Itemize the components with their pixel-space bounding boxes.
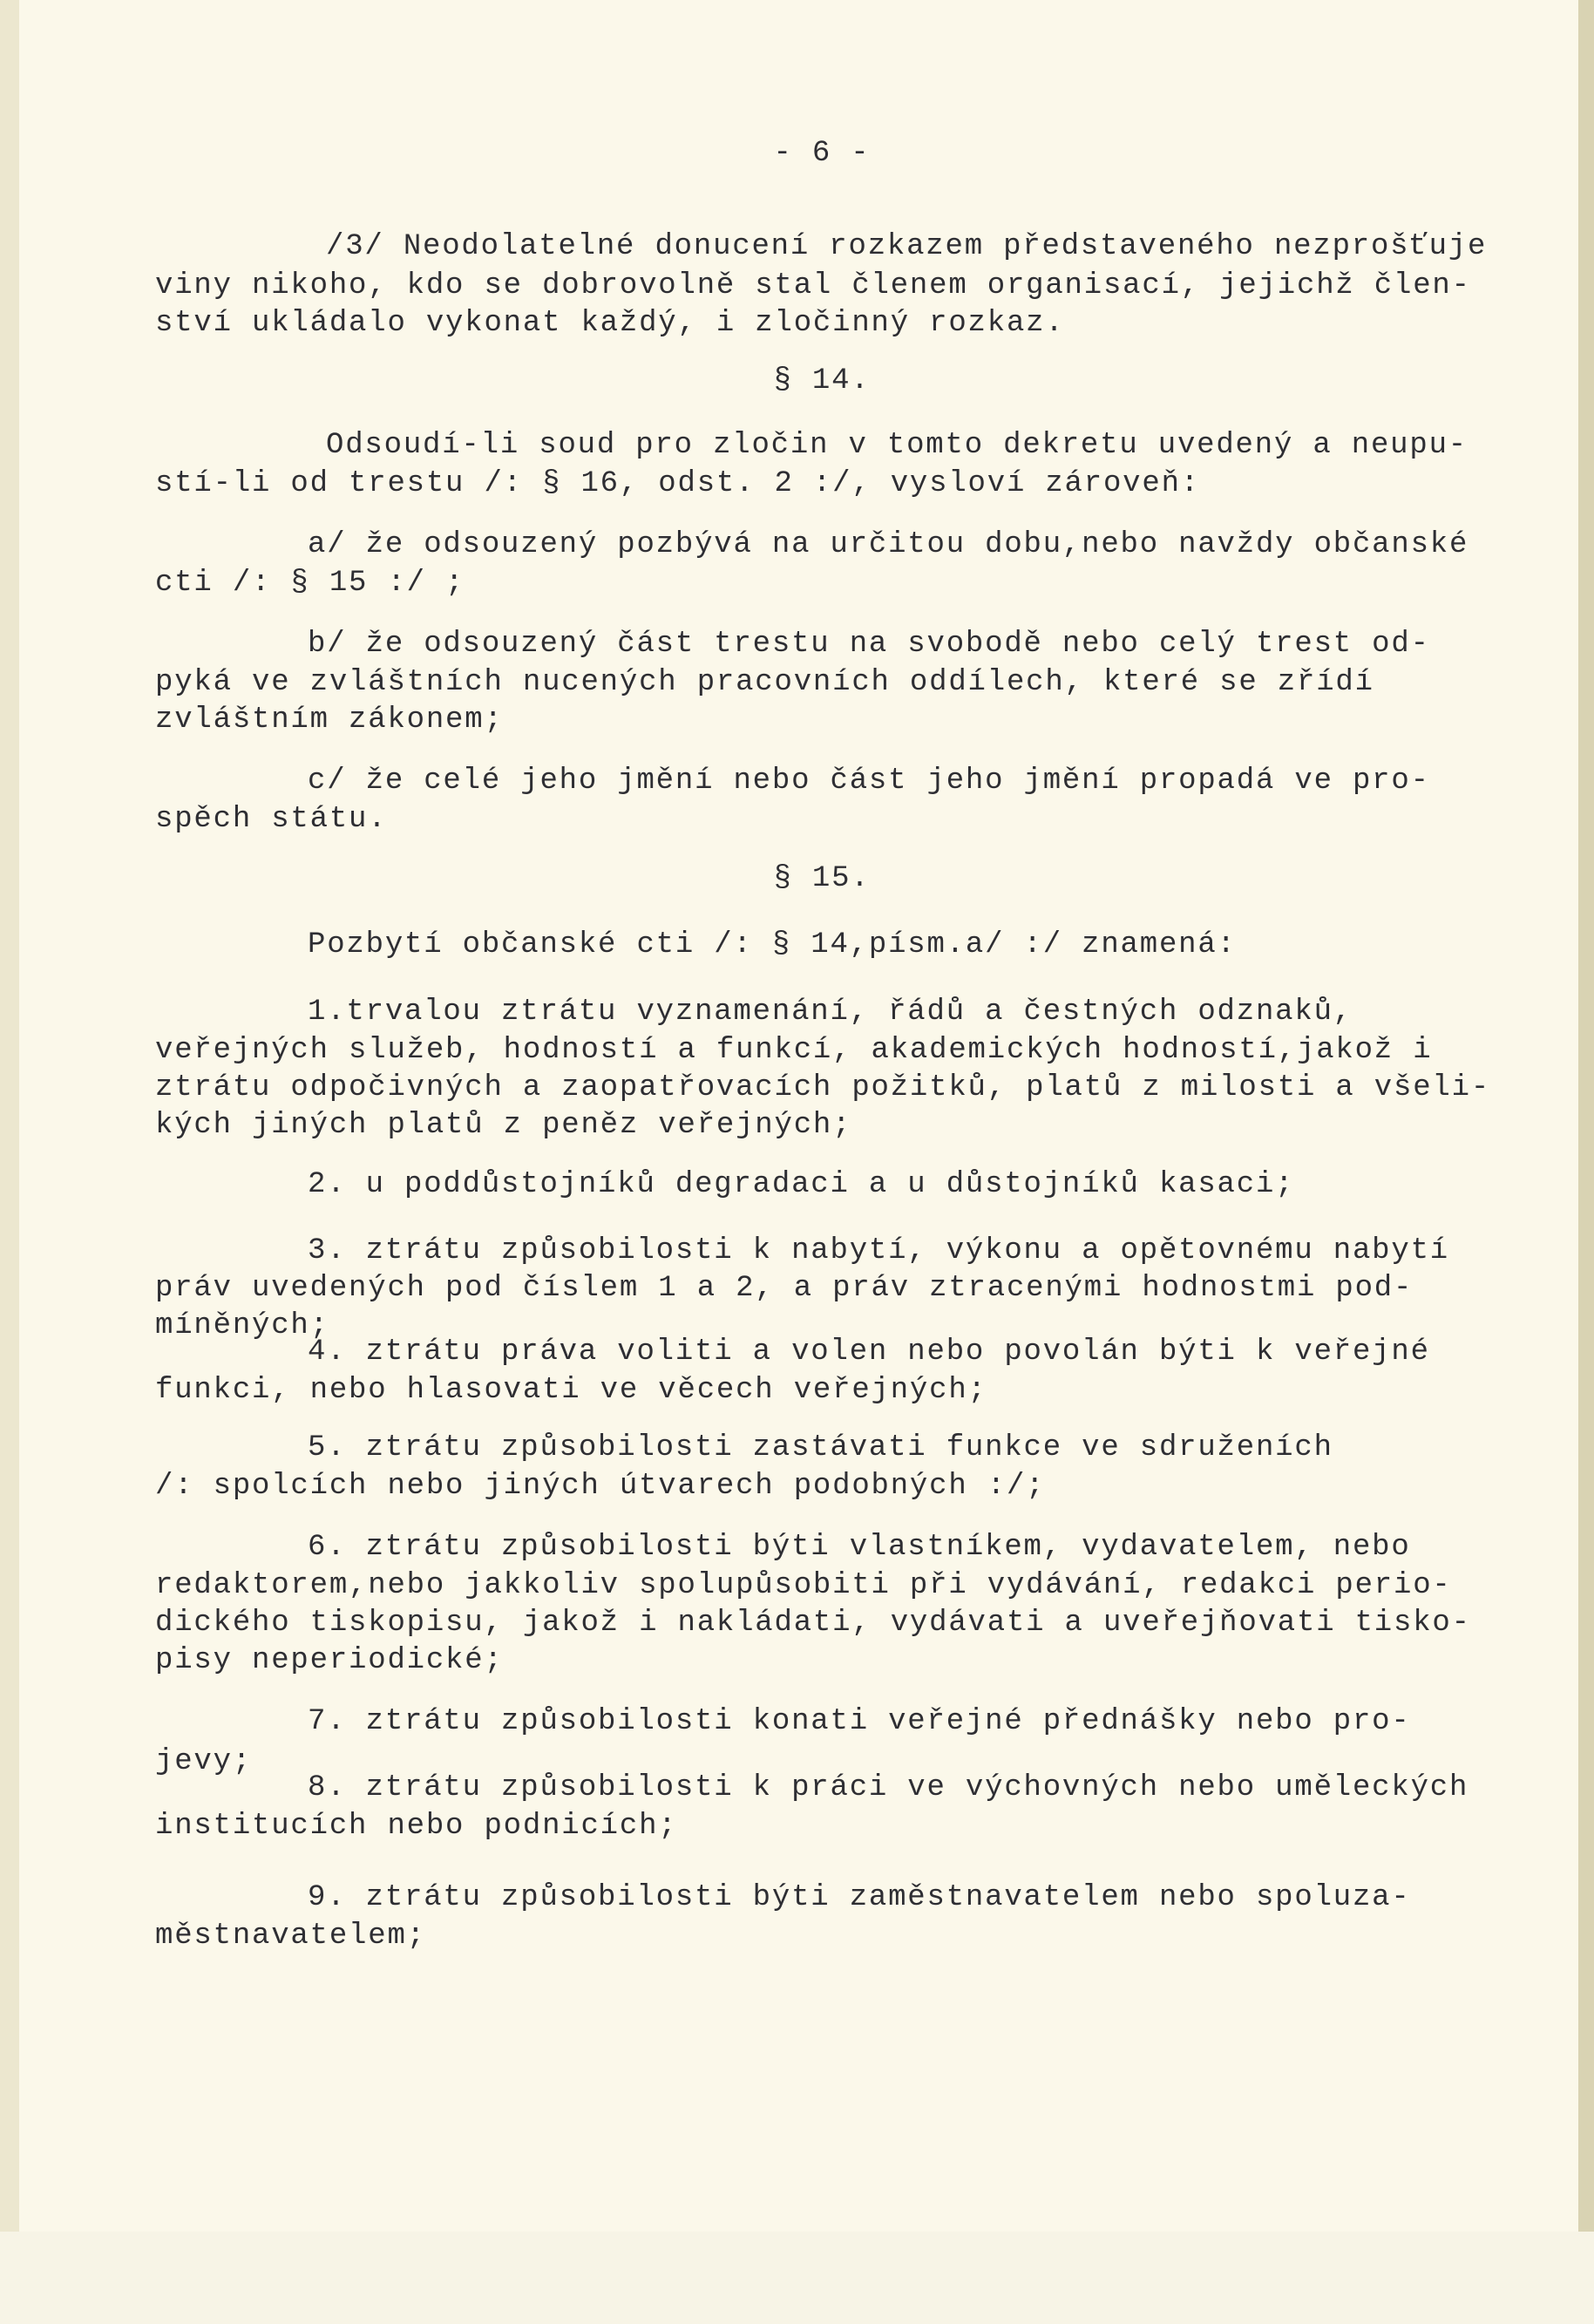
- paragraph-3-line-3: ství ukládalo vykonat každý, i zločinný rozkaz.: [155, 307, 1065, 340]
- section-15-item-6-line-2: redaktorem,nebo jakkoliv spolupůsobiti při vydávání, redakci perio-: [155, 1569, 1452, 1602]
- section-14-item-b-line-3: zvláštním zákonem;: [155, 703, 504, 737]
- section-15-item-1-line-2: veřejných služeb, hodností a funkcí, akademických hodností,jakož i: [155, 1034, 1433, 1067]
- section-15-item-7-line-1: 7. ztrátu způsobilosti konati veřejné přednášky nebo pro-: [308, 1705, 1411, 1738]
- section-15-item-3-line-1: 3. ztrátu způsobilosti k nabytí, výkonu a opětovnému nabytí: [308, 1234, 1449, 1267]
- section-15-item-8-line-2: institucích nebo podnicích;: [155, 1810, 678, 1843]
- paragraph-3-line-1: /3/ Neodolatelné donucení rozkazem představeného nezprošťuje: [326, 230, 1488, 263]
- section-14-item-b-line-1: b/ že odsouzený část trestu na svobodě nebo celý trest od-: [308, 628, 1430, 661]
- page-number: - 6 -: [773, 137, 871, 170]
- section-15-item-1-line-3: ztrátu odpočivných a zaopatřovacích požitků, platů z milosti a všeli-: [155, 1071, 1491, 1104]
- section-15-item-9-line-1: 9. ztrátu způsobilosti býti zaměstnavatelem nebo spoluza-: [308, 1881, 1411, 1914]
- section-15-item-4-line-2: funkci, nebo hlasovati ve věcech veřejných;: [155, 1374, 987, 1407]
- section-14-item-a-line-1: a/ že odsouzený pozbývá na určitou dobu,nebo navždy občanské: [308, 528, 1469, 561]
- section-15-item-4-line-1: 4. ztrátu práva voliti a volen nebo povolán býti k veřejné: [308, 1335, 1430, 1369]
- section-15-heading: § 15.: [773, 862, 871, 895]
- page-edge-left: [0, 0, 19, 2232]
- section-15-item-7-line-2: jevy;: [155, 1745, 253, 1778]
- section-15-item-9-line-2: městnavatelem;: [155, 1920, 426, 1953]
- section-15-item-1-line-4: kých jiných platů z peněz veřejných;: [155, 1109, 852, 1142]
- section-15-item-6-line-1: 6. ztrátu způsobilosti býti vlastníkem, vydavatelem, nebo: [308, 1531, 1411, 1564]
- section-15-item-2: 2. u poddůstojníků degradaci a u důstojníků kasaci;: [308, 1168, 1295, 1201]
- section-14-item-a-line-2: cti /: § 15 :/ ;: [155, 567, 465, 600]
- section-14-intro-line-1: Odsoudí-li soud pro zločin v tomto dekretu uvedený a neupu-: [326, 429, 1468, 462]
- section-14-item-c-line-1: c/ že celé jeho jmění nebo část jeho jmění propadá ve pro-: [308, 764, 1430, 798]
- section-14-item-c-line-2: spěch státu.: [155, 803, 388, 836]
- paragraph-3-line-2: viny nikoho, kdo se dobrovolně stal členem organisací, jejichž člen-: [155, 269, 1471, 302]
- section-15-item-5-line-2: /: spolcích nebo jiných útvarech podobných :/;: [155, 1470, 1046, 1503]
- section-15-item-8-line-1: 8. ztrátu způsobilosti k práci ve výchovných nebo uměleckých: [308, 1771, 1469, 1804]
- section-14-heading: § 14.: [773, 364, 871, 398]
- section-15-item-5-line-1: 5. ztrátu způsobilosti zastávati funkce ve sdruženích: [308, 1431, 1333, 1464]
- section-15-intro: Pozbytí občanské cti /: § 14,písm.a/ :/ znamená:: [308, 928, 1237, 962]
- section-14-intro-line-2: stí-li od trestu /: § 16, odst. 2 :/, vysloví zároveň:: [155, 467, 1200, 500]
- section-15-item-3-line-2: práv uvedených pod číslem 1 a 2, a práv ztracenými hodnostmi pod-: [155, 1272, 1414, 1305]
- section-14-item-b-line-2: pyká ve zvláštních nucených pracovních oddílech, které se zřídí: [155, 666, 1374, 699]
- section-15-item-3-line-3: míněných;: [155, 1309, 329, 1342]
- document-body: [155, 0, 1489, 2324]
- section-15-item-6-line-4: pisy neperiodické;: [155, 1644, 504, 1677]
- page-edge-right: [1578, 0, 1594, 2232]
- section-15-item-6-line-3: dického tiskopisu, jakož i nakládati, vydávati a uveřejňovati tisko-: [155, 1607, 1471, 1640]
- section-15-item-1-line-1: 1.trvalou ztrátu vyznamenání, řádů a čestných odznaků,: [308, 996, 1353, 1029]
